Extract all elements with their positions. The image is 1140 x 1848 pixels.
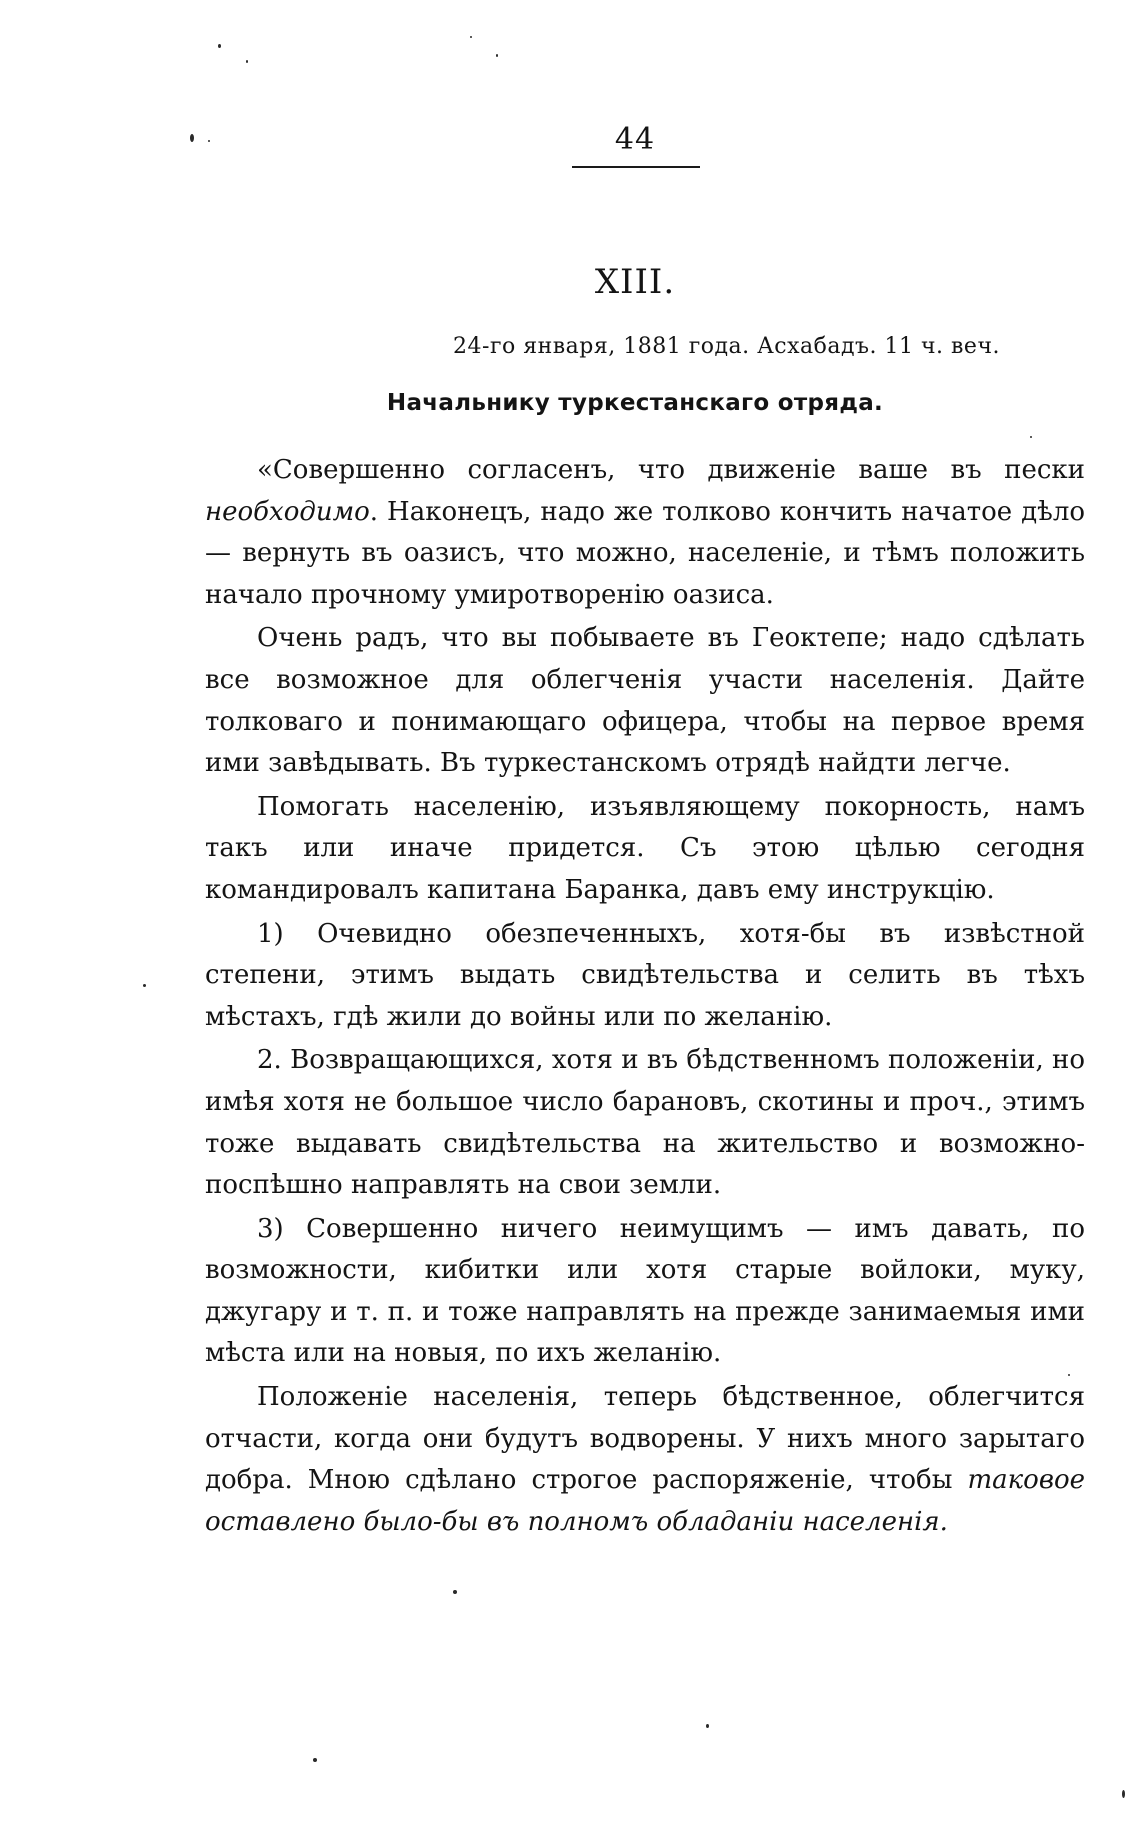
paragraph-opening-italic: необходимо [205,496,370,527]
page-number: 44 [614,122,656,157]
paragraph-assistance: Помогать населенію, изъявляющему покорность, намъ такъ или иначе придется. Съ этою цѣлью сегодня командировалъ капитана Баранка, давъ ему инструкцію. [205,791,1085,905]
paragraph-opening-text: «Совершенно согласенъ, что движеніе ваше въ пески [257,455,1085,485]
scan-speck [1030,436,1032,438]
section-numeral: XIII. [594,262,676,302]
scan-speck [453,1590,457,1594]
paragraph-closing-text: Положеніе населенія, теперь бѣдственное, облегчится отчасти, когда они будутъ водворены. У нихъ много зарытаго добра. Мною сдѣлано строгое распоряженіе, чтобы [205,1382,1085,1496]
scan-speck [246,60,248,63]
letter-addressee: Начальнику туркестанскаго отряда. [386,390,884,416]
paragraph-geoktepe: Очень радъ, что вы побываете въ Геоктепе; надо сдѣлать все возможное для облегченія участи населенія. Дайте толковаго и понимающаго офицера, чтобы на первое время ими завѣдывать. Въ туркестанскомъ отрядѣ найдти легче. [205,623,1085,779]
list-item-1: 1) Очевидно обезпеченныхъ, хотя-бы въ извѣстной степени, этимъ выдать свидѣтельства и селить въ тѣхъ мѣстахъ, гдѣ жили до войны или по желанію. [205,918,1085,1032]
paragraph-opening-rest: . Наконецъ, надо же толково кончить начатое дѣло — вернуть въ оазисъ, что можно, населеніе, и тѣмъ положить начало прочному умиротворенію оазиса. [205,496,1085,610]
scan-speck [1068,1374,1070,1376]
scan-speck [1122,1790,1125,1798]
letter-body [205,450,1085,1545]
paragraph-opening [205,450,1085,616]
list-item-2: 2. Возвращающихся, хотя и въ бѣдственномъ положеніи, но имѣя хотя не большое число барановъ, скотины и проч., этимъ тоже выдавать свидѣтельства на жительство и возможно-поспѣшно направлять на свои земли. [205,1045,1085,1201]
letter-dateline: 24-го января, 1881 года. Асхабадъ. 11 ч. веч. [453,334,1000,359]
scan-speck [143,984,146,987]
scan-speck [470,36,472,38]
list-item-3: 3) Совершенно ничего неимущимъ — имъ давать, по возможности, кибитки или хотя старые войлоки, муку, джугару и т. п. и тоже направлять на прежде занимаемыя ими мѣста или на новыя, по ихъ желанію. [205,1213,1085,1369]
scan-speck [496,54,498,57]
scan-speck [706,1724,709,1728]
scan-speck [313,1758,317,1762]
paragraph-closing-italic: таковое оставлено было-бы въ полномъ обладаніи населенія. [205,1465,1085,1537]
scan-speck [218,44,221,48]
paragraph-closing [205,1377,1085,1543]
page-number-rule [572,166,700,168]
scan-speck [190,134,194,142]
scan-speck [208,140,210,142]
